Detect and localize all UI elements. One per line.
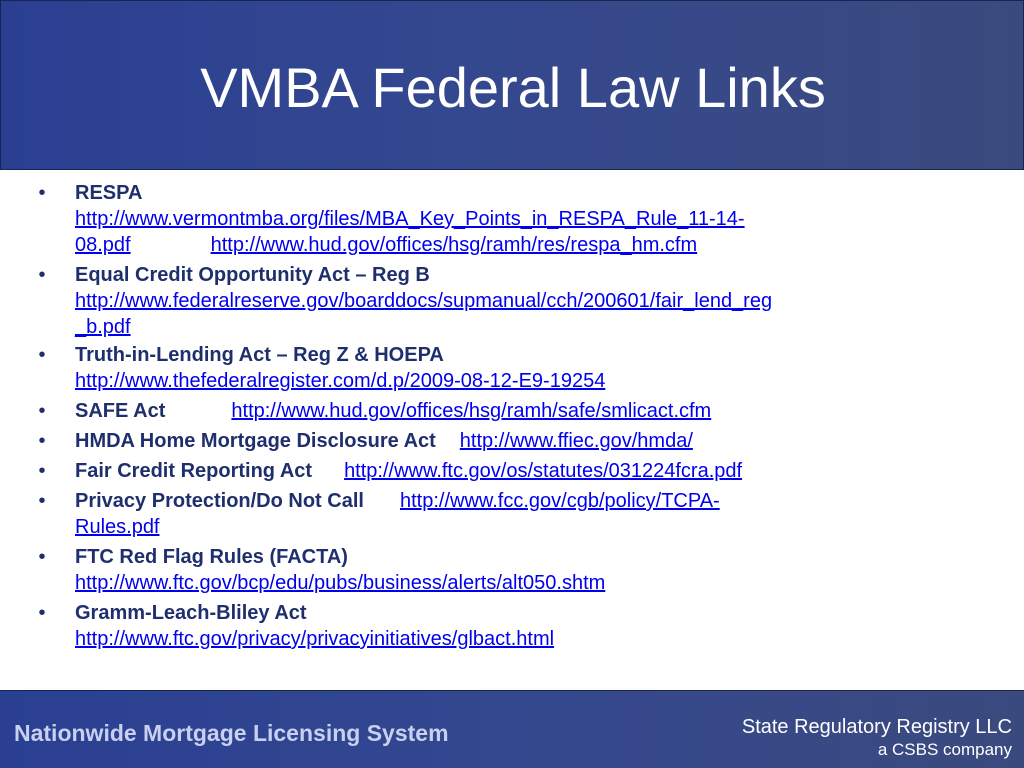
bullet: • xyxy=(38,430,46,452)
red-flag-link[interactable]: http://www.ftc.gov/bcp/edu/pubs/business/alerts/alt050.shtm xyxy=(75,572,606,594)
bullet: • xyxy=(38,344,46,366)
ecoa-link-continued[interactable]: _b.pdf xyxy=(75,316,131,338)
bullet: • xyxy=(38,264,46,286)
privacy-link[interactable]: http://www.fcc.gov/cgb/policy/TCPA- xyxy=(399,490,720,512)
item-label: Equal Credit Opportunity Act – Reg B xyxy=(75,264,430,286)
bullet: • xyxy=(38,400,46,422)
list-item-safe xyxy=(38,398,975,424)
item-label: Gramm-Leach-Bliley Act xyxy=(75,602,307,624)
slide-title: VMBA Federal Law Links xyxy=(200,56,826,119)
title-banner xyxy=(0,0,1024,170)
bullet: • xyxy=(38,460,46,482)
bullet: • xyxy=(38,546,46,568)
list-item-respa xyxy=(38,180,975,258)
bullet: • xyxy=(38,602,46,624)
footer-company: State Regulatory Registry LLC xyxy=(741,716,1012,738)
list-item-red-flag xyxy=(38,544,975,596)
ecoa-link[interactable]: http://www.federalreserve.gov/boarddocs/supmanual/cch/200601/fair_lend_reg xyxy=(75,290,773,312)
hmda-link[interactable]: http://www.ffiec.gov/hmda/ xyxy=(459,430,693,452)
link-list xyxy=(0,170,1024,690)
fcra-link[interactable]: http://www.ftc.gov/os/statutes/031224fcra.pdf xyxy=(344,460,743,482)
list-item-tila xyxy=(38,342,975,394)
bullet: • xyxy=(38,490,46,512)
list-item-ecoa xyxy=(38,262,975,340)
list-item-hmda xyxy=(38,428,975,454)
item-label: HMDA Home Mortgage Disclosure Act xyxy=(75,430,436,452)
bullet: • xyxy=(38,182,46,204)
safe-link[interactable]: http://www.hud.gov/offices/hsg/ramh/safe/smlicact.cfm xyxy=(231,400,712,422)
respa-link-1-continued[interactable]: 08.pdf xyxy=(75,234,131,256)
list-item-fcra xyxy=(38,458,975,484)
footer-banner xyxy=(0,690,1024,768)
tila-link[interactable]: http://www.thefederalregister.com/d.p/2009-08-12-E9-19254 xyxy=(75,370,606,392)
list-item-privacy xyxy=(38,488,975,540)
item-label: Fair Credit Reporting Act xyxy=(75,460,313,482)
item-label: FTC Red Flag Rules (FACTA) xyxy=(75,546,348,568)
list-item-glba xyxy=(38,600,975,652)
respa-link-1[interactable]: http://www.vermontmba.org/files/MBA_Key_Points_in_RESPA_Rule_11-14- xyxy=(75,208,745,230)
glba-link[interactable]: http://www.ftc.gov/privacy/privacyinitiatives/glbact.html xyxy=(75,628,555,650)
footer-srr-text xyxy=(742,715,1012,761)
item-label: RESPA xyxy=(75,182,143,204)
footer-affiliation: a CSBS company xyxy=(877,740,1012,759)
footer-nmls-text: Nationwide Mortgage Licensing System xyxy=(14,720,449,746)
item-label: SAFE Act xyxy=(75,400,166,422)
privacy-link-continued[interactable]: Rules.pdf xyxy=(75,516,160,538)
respa-link-2[interactable]: http://www.hud.gov/offices/hsg/ramh/res/respa_hm.cfm xyxy=(210,234,698,256)
item-label: Truth-in-Lending Act – Reg Z & HOEPA xyxy=(75,344,444,366)
item-label: Privacy Protection/Do Not Call xyxy=(75,490,364,512)
